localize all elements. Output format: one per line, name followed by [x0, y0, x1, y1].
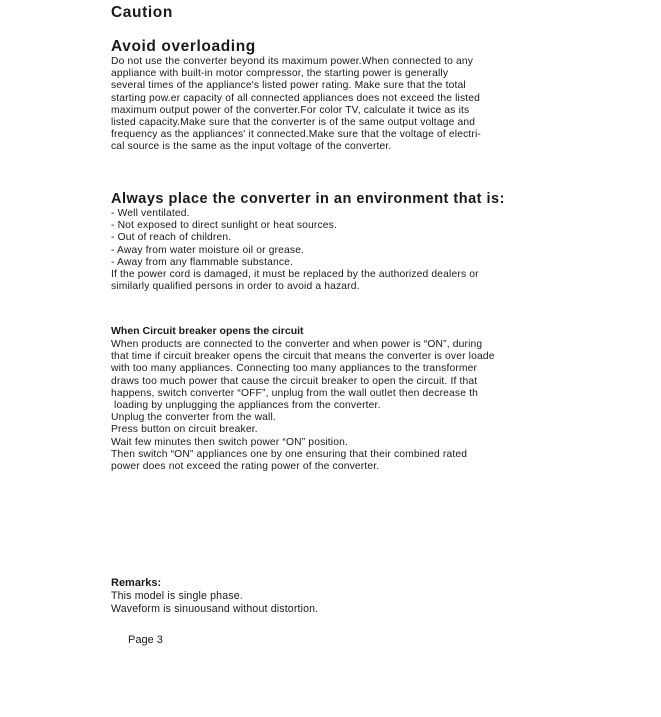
- overload-heading: Avoid overloading: [111, 38, 256, 55]
- breaker-paragraph: [111, 339, 661, 473]
- environment-list: [111, 208, 661, 293]
- breaker-line: Wait few minutes then switch power “ON” position.: [111, 436, 349, 448]
- remarks-line: This model is single phase.: [111, 590, 243, 602]
- overload-line: listed capacity.Make sure that the converter is of the same output voltage and: [111, 116, 476, 128]
- breaker-line: power does not exceed the rating power of the converter.: [111, 460, 380, 472]
- overload-line: maximum output power of the converter.For color TV, calculate it twice as its: [111, 104, 470, 116]
- environment-item: - Away from any flammable substance.: [111, 256, 294, 268]
- breaker-line: Then switch “ON” appliances one by one ensuring that their combined rated: [111, 448, 468, 460]
- breaker-line: with too many appliances. Connecting too many appliances to the transformer: [111, 363, 478, 375]
- environment-note-line: If the power cord is damaged, it must be replaced by the authorized dealers or: [111, 268, 479, 280]
- overload-line: frequency as the appliances' it connected.Make sure that the voltage of electri-: [111, 129, 481, 141]
- remarks-heading: Remarks:: [111, 577, 162, 589]
- environment-item: - Away from water moisture oil or grease.: [111, 244, 305, 256]
- overload-paragraph: [111, 56, 661, 154]
- environment-heading: Always place the converter in an environment that is:: [111, 191, 505, 207]
- caution-title: Caution: [111, 4, 173, 21]
- environment-note-line: similarly qualified persons in order to avoid a hazard.: [111, 281, 360, 293]
- environment-item: - Not exposed to direct sunlight or heat sources.: [111, 220, 337, 232]
- breaker-line: draws too much power that cause the circuit breaker to open the circuit. If that: [111, 375, 478, 387]
- overload-line: appliance with built-in motor compressor, the starting power is generally: [111, 68, 449, 80]
- page-number: Page 3: [128, 634, 163, 646]
- breaker-line: that time if circuit breaker opens the circuit that means the converter is over loade: [111, 351, 495, 363]
- breaker-line: happens, switch converter “OFF”, unplug from the wall outlet then decrease th: [111, 387, 478, 399]
- breaker-line: loading by unplugging the appliances from the converter.: [111, 399, 381, 411]
- environment-item: - Well ventilated.: [111, 208, 190, 219]
- breaker-heading: When Circuit breaker opens the circuit: [111, 325, 304, 337]
- remarks-list: [111, 590, 661, 616]
- overload-line: Do not use the converter beyond its maximum power.When connected to any: [111, 56, 474, 67]
- breaker-line: When products are connected to the converter and when power is “ON”, during: [111, 339, 483, 350]
- breaker-line: Press button on circuit breaker.: [111, 424, 258, 436]
- overload-line: starting pow.er capacity of all connected appliances does not exceed the listed: [111, 92, 481, 104]
- environment-item: - Out of reach of children.: [111, 232, 232, 244]
- overload-line: several times of the appliance's listed power rating. Make sure that the total: [111, 80, 466, 92]
- overload-line: cal source is the same as the input voltage of the converter.: [111, 141, 392, 153]
- remarks-line: Waveform is sinuousand without distortion.: [111, 603, 319, 615]
- breaker-line: Unplug the converter from the wall.: [111, 412, 276, 424]
